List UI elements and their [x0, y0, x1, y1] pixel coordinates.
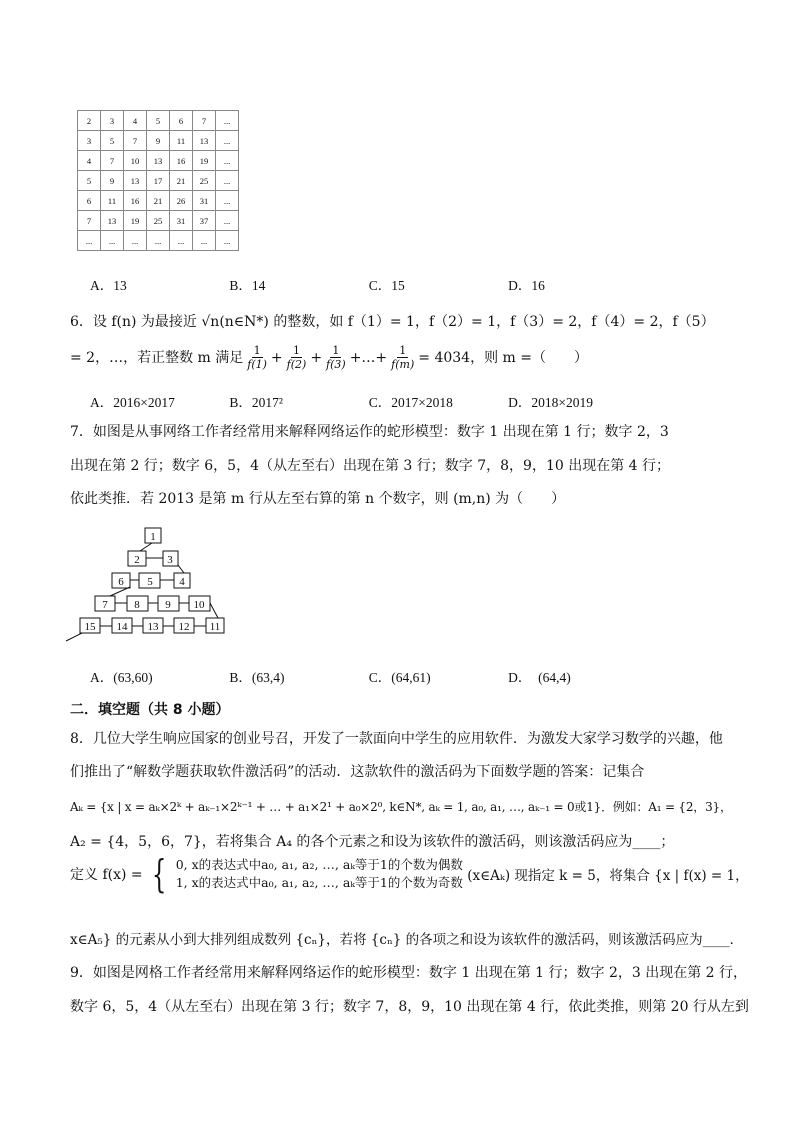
grid-cell: 9 [101, 171, 124, 191]
grid-cell: 13 [101, 211, 124, 231]
grid-row [78, 231, 239, 251]
grid-cell: 5 [101, 131, 124, 151]
q8-cases [176, 856, 463, 892]
q8-def-post: (x∈Aₖ) 现指定 k = 5，将集合 {x | f(x) = 1， [467, 868, 749, 884]
snake-node: 2 [134, 554, 140, 566]
grid-cell: ... [101, 231, 124, 251]
grid-cell: ... [78, 231, 101, 251]
snake-node: 12 [178, 621, 190, 633]
grid-cell: 25 [193, 171, 216, 191]
q6-fraction-3: $\frac{1}{f(3)}$ [326, 344, 346, 371]
q7-line2: 出现在第 2 行；数字 6，5，4（从左至右）出现在第 3 行；数字 7，8，9，10 出现在第 4 行； [70, 458, 671, 474]
q5-options [90, 274, 545, 294]
q8-case-even: 0, x的表达式中a₀, a₁, a₂, …, aₖ等于1的个数为偶数 [175, 857, 463, 872]
grid-cell: ... [216, 151, 239, 171]
grid-cell: ... [193, 231, 216, 251]
grid-cell: ... [216, 211, 239, 231]
left-brace: { [151, 852, 167, 896]
q6-option-d[interactable]: D．2018×2019 [508, 395, 593, 410]
grid-cell: 19 [124, 211, 147, 231]
q5-option-b[interactable]: B．14 [229, 278, 266, 293]
grid-row [78, 191, 239, 211]
number-grid-table [77, 110, 239, 251]
grid-cell: 6 [78, 191, 101, 211]
q6-option-b[interactable]: B．2017² [229, 395, 283, 410]
grid-cell: 10 [124, 151, 147, 171]
grid-cell: 6 [170, 111, 193, 131]
snake-node: 11 [209, 621, 221, 633]
snake-node: 15 [84, 621, 96, 633]
grid-cell: 19 [193, 151, 216, 171]
snake-node: 7 [102, 599, 108, 611]
q6-line2 [70, 344, 588, 371]
q7-option-d[interactable]: D． (64,4) [508, 670, 571, 685]
grid-cell: ... [216, 111, 239, 131]
grid-cell: 7 [101, 151, 124, 171]
q6-line1: 6．设 f(n) 为最接近 √n(n∈N*) 的整数，如 f（1）= 1，f（2）= 1，f（3）= 2，f（4）= 2，f（5） [70, 314, 715, 330]
q7-line1: 7．如图是从事网络工作者经常用来解释网络运作的蛇形模型：数字 1 出现在第 1 行；数字 2，3 [70, 424, 669, 440]
snake-node: 8 [134, 599, 140, 611]
q6-line2-pre: = 2，…，若正整数 m 满足 [70, 349, 244, 366]
grid-cell: 17 [147, 171, 170, 191]
grid-row [78, 211, 239, 231]
grid-cell: 11 [101, 191, 124, 211]
grid-row [78, 131, 239, 151]
grid-cell: 21 [170, 171, 193, 191]
grid-cell: 31 [170, 211, 193, 231]
q7-option-b[interactable]: B．(63,4) [229, 670, 285, 685]
grid-cell: 16 [124, 191, 147, 211]
q8-line2: 们推出了“解数学题获取软件激活码”的活动．这款软件的激活码为下面数学题的答案：记集合 [70, 764, 645, 780]
grid-row [78, 151, 239, 171]
plus-sign: + [270, 349, 283, 366]
q7-line3: 依此类推．若 2013 是第 m 行从左至右算的第 n 个数字，则 (m,n) 为（ ） [70, 491, 566, 507]
grid-row [78, 171, 239, 191]
grid-cell: 26 [170, 191, 193, 211]
q5-option-c[interactable]: C．15 [368, 278, 405, 293]
q6-line2-post: = 4034，则 m =（ ） [418, 349, 588, 366]
section-title-fill-in: 二．填空题（共 8 小题） [70, 702, 230, 718]
q6-options [90, 391, 593, 411]
snake-node: 1 [150, 531, 156, 543]
grid-cell: 2 [78, 111, 101, 131]
grid-cell: 7 [193, 111, 216, 131]
q9-line2: 数字 6，5，4（从左至右）出现在第 3 行；数字 7，8，9，10 出现在第 4 行，依此类推，则第 20 行从左到 [70, 999, 749, 1015]
grid-cell: ... [170, 231, 193, 251]
q5-option-a[interactable]: A．13 [90, 278, 127, 293]
grid-cell: ... [216, 231, 239, 251]
grid-cell: 16 [170, 151, 193, 171]
q6-fraction-2: $\frac{1}{f(2)}$ [286, 344, 307, 371]
q7-option-a[interactable]: A．(63,60) [90, 670, 153, 685]
grid-cell: 9 [147, 131, 170, 151]
q6-option-a[interactable]: A．2016×2017 [90, 395, 175, 410]
snake-node: 3 [167, 554, 173, 566]
grid-cell: 37 [193, 211, 216, 231]
q5-option-d[interactable]: D．16 [508, 278, 545, 293]
snake-node: 5 [147, 576, 153, 588]
grid-cell: ... [216, 171, 239, 191]
q6-fraction-m: $\frac{1}{f(m)}$ [391, 344, 415, 371]
snake-node: 13 [147, 621, 159, 633]
q7-option-c[interactable]: C．(64,61) [368, 670, 431, 685]
q8-line6: x∈A₅} 的元素从小到大排列组成数列 {cₙ}，若将 {cₙ} 的各项之和设为该软件的激活码，则该激活码应为____． [70, 932, 744, 948]
grid-cell: 7 [78, 211, 101, 231]
grid-cell: ... [216, 131, 239, 151]
q6-option-c[interactable]: C．2017×2018 [368, 395, 453, 410]
grid-cell: 25 [147, 211, 170, 231]
snake-node: 6 [118, 576, 124, 588]
grid-cell: 3 [101, 111, 124, 131]
grid-cell: 5 [147, 111, 170, 131]
grid-cell: 11 [170, 131, 193, 151]
grid-cell: 13 [147, 151, 170, 171]
snake-node: 10 [193, 599, 205, 611]
q8-line1: 8．几位大学生响应国家的创业号召，开发了一款面向中学生的应用软件．为激发大家学习数学的兴趣，他 [70, 731, 723, 747]
q8-line4: A₂ = {4，5，6，7}，若将集合 A₄ 的各个元素之和设为该软件的激活码，则该激活码应为____； [70, 834, 675, 850]
q6-fraction-1: $\frac{1}{f(1)}$ [247, 344, 267, 371]
q9-line1: 9．如图是网格工作者经常用来解释网络运作的蛇形模型：数字 1 出现在第 1 行；数字 2，3 出现在第 2 行， [70, 965, 748, 981]
q8-piecewise-definition [70, 852, 770, 915]
grid-cell: ... [124, 231, 147, 251]
grid-cell: 3 [78, 131, 101, 151]
snake-node: 4 [179, 576, 185, 588]
grid-cell: ... [147, 231, 170, 251]
grid-cell: ... [216, 191, 239, 211]
q8-def-pre: 定义 f(x) = [70, 867, 143, 883]
grid-cell: 13 [124, 171, 147, 191]
snake-node: 14 [116, 621, 128, 633]
grid-cell: 7 [124, 131, 147, 151]
grid-cell: 4 [124, 111, 147, 131]
plus-sign: + [310, 349, 323, 366]
q8-case-odd: 1, x的表达式中a₀, a₁, a₂, …, aₖ等于1的个数为奇数 [175, 875, 463, 890]
ellipsis-sum: +…+ [349, 349, 388, 366]
q8-set-definition: Aₖ = {x | x = aₖ×2ᵏ + aₖ₋₁×2ᵏ⁻¹ + … + a₁×2¹ + a₀×2⁰, k∈N*, aₖ = 1, a₀, a₁, …, aₖ₋₁ = 0或1}．例如：A₁ = {2，3}， [70, 800, 732, 814]
grid-cell: 31 [193, 191, 216, 211]
grid-cell: 4 [78, 151, 101, 171]
snake-model-diagram [60, 522, 240, 642]
grid-cell: 13 [193, 131, 216, 151]
grid-cell: 21 [147, 191, 170, 211]
grid-cell: 5 [78, 171, 101, 191]
snake-node: 9 [165, 599, 171, 611]
grid-row [78, 111, 239, 131]
q7-options [90, 666, 571, 686]
